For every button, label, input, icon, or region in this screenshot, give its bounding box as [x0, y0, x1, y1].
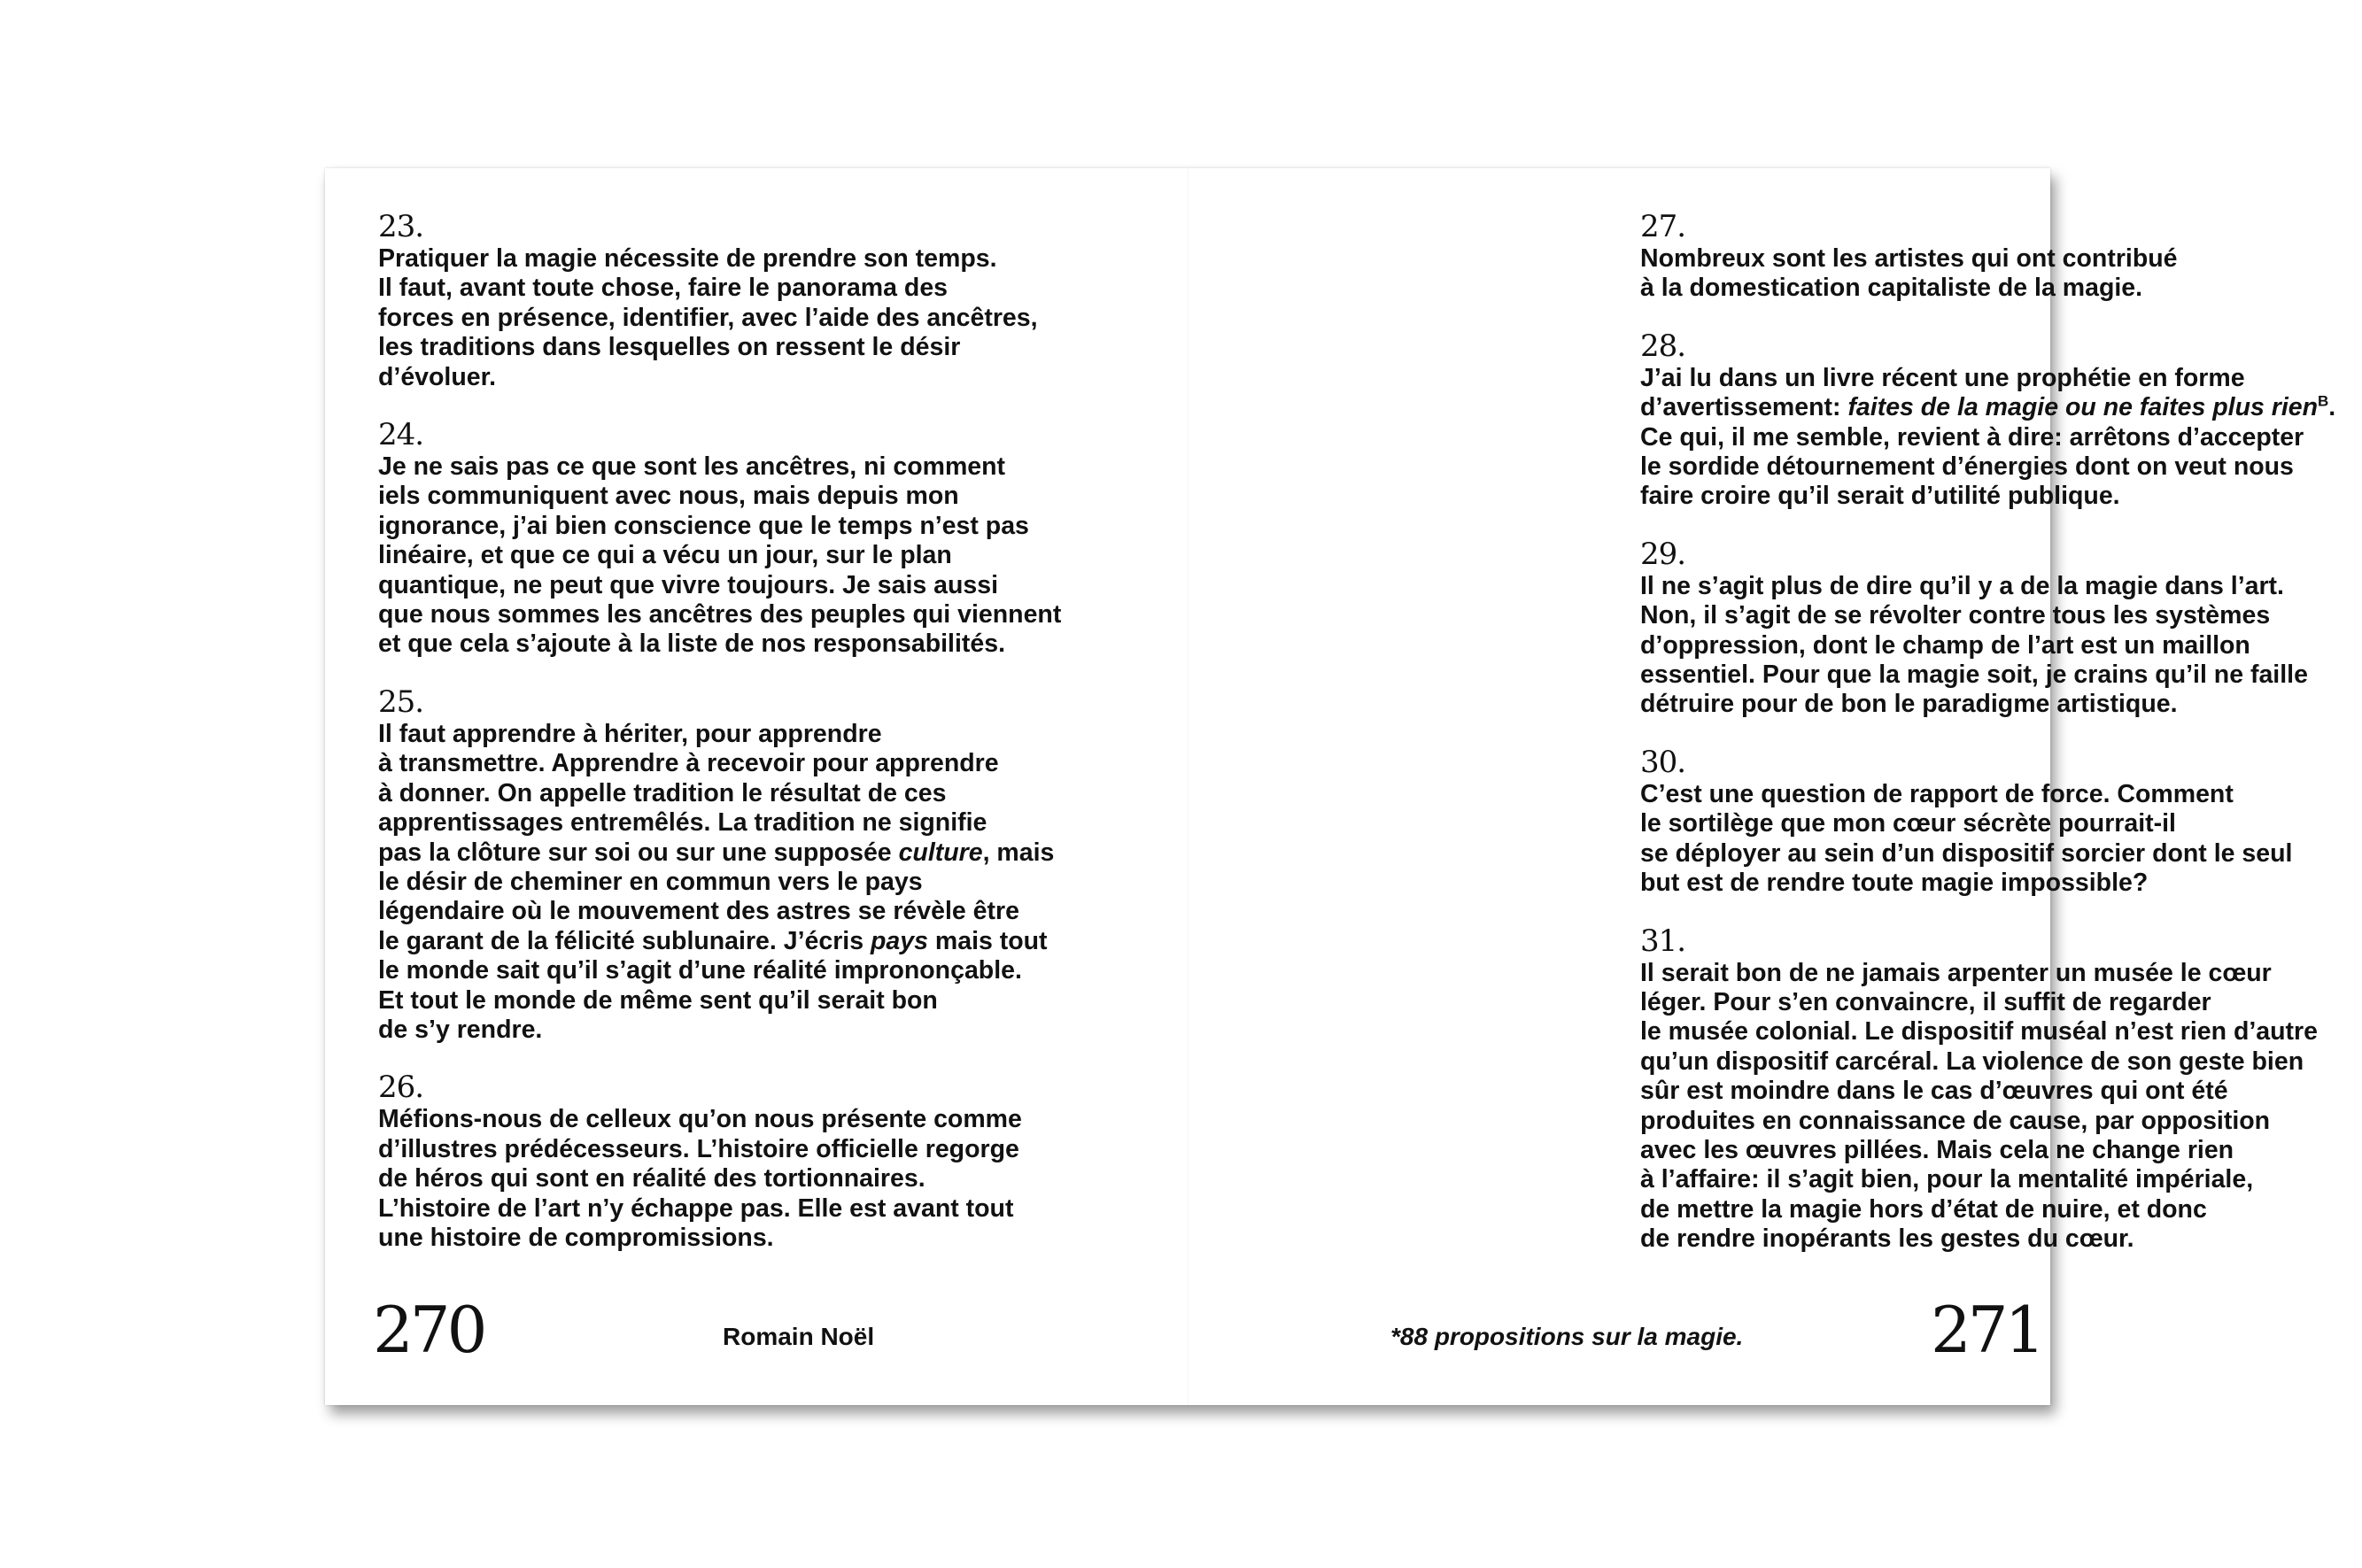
running-head-title: *88 propositions sur la magie.: [1390, 1323, 1744, 1350]
proposition-line: d’avertissement: faites de la magie ou ne faites plus rien$^B$.: [1640, 392, 2336, 422]
proposition-line: léger. Pour s’en convaincre, il suffit de regarder: [1640, 987, 2211, 1016]
proposition-line: iels communiquent avec nous, mais depuis mon: [378, 482, 959, 511]
proposition-number: 28.: [1640, 328, 1686, 364]
proposition-line: Méfions-nous de celleux qu’on nous présente comme: [378, 1105, 1022, 1134]
proposition-line: forces en présence, identifier, avec l’aide des ancêtres,: [378, 303, 1038, 332]
proposition-line: le garant de la félicité sublunaire. J’écris pays mais tout: [378, 926, 1048, 955]
proposition: [1640, 923, 2331, 1255]
book-spread: [325, 168, 2336, 1405]
proposition-line: détruire pour de bon le paradigme artistique.: [1640, 690, 2178, 719]
proposition-number: 25.: [378, 684, 424, 720]
proposition-line: que nous sommes les ancêtres des peuples qui viennent: [378, 600, 1062, 630]
proposition-line: Il faut apprendre à hériter, pour apprendre: [378, 719, 882, 748]
proposition-line: but est de rendre toute magie impossible?: [1640, 869, 2149, 898]
proposition-line: quantique, ne peut que vivre toujours. Je sais aussi: [378, 570, 999, 599]
proposition: [378, 417, 1087, 660]
proposition-line: faire croire qu’il serait d’utilité publique.: [1640, 482, 2120, 511]
proposition-line: avec les œuvres pillées. Mais cela ne change rien: [1640, 1135, 2234, 1164]
proposition-line: pas la clôture sur soi ou sur une supposée culture, mais: [378, 838, 1055, 867]
proposition: [1640, 537, 2331, 720]
proposition-number: 24.: [378, 417, 424, 453]
proposition-line: le monde sait qu’il s’agit d’une réalité imprononçable.: [378, 956, 1022, 985]
proposition-line: apprentissages entremêlés. La tradition ne signifie: [378, 808, 987, 838]
proposition-line: qu’un dispositif carcéral. La violence de son geste bien: [1640, 1047, 2304, 1076]
proposition: [378, 209, 1087, 392]
proposition-line: J’ai lu dans un livre récent une prophétie en forme: [1640, 363, 2245, 392]
proposition-line: à donner. On appelle tradition le résultat de ces: [378, 778, 947, 807]
proposition-line: Non, il s’agit de se révolter contre tous les systèmes: [1640, 601, 2271, 630]
proposition-line: Ce qui, il me semble, revient à dire: arrêtons d’accepter: [1640, 422, 2304, 452]
proposition-line: le désir de cheminer en commun vers le pays: [378, 867, 923, 896]
proposition-line: Je ne sais pas ce que sont les ancêtres, ni comment: [378, 452, 1006, 482]
proposition-line: C’est une question de rapport de force. Comment: [1640, 779, 2234, 808]
proposition-line: Pratiquer la magie nécessite de prendre son temps.: [378, 244, 997, 273]
proposition-number: 30.: [1640, 744, 1686, 780]
proposition-line: d’évoluer.: [378, 362, 497, 391]
page-number-right: 271: [1931, 1293, 2042, 1367]
proposition-line: L’histoire de l’art n’y échappe pas. Elle est avant tout: [378, 1193, 1014, 1223]
proposition-line: et que cela s’ajoute à la liste de nos responsabilités.: [378, 630, 1006, 659]
proposition-line: les traditions dans lesquelles on ressent le désir: [378, 333, 961, 362]
proposition-line: légendaire où le mouvement des astres se révèle être: [378, 897, 1019, 926]
proposition-line: à transmettre. Apprendre à recevoir pour apprendre: [378, 749, 999, 778]
proposition-line: de héros qui sont en réalité des tortionnaires.: [378, 1164, 925, 1193]
left-page-text: [378, 209, 1087, 1278]
page-number-left: 270: [373, 1293, 484, 1367]
right-page-text: [1640, 209, 2336, 1279]
running-head-author: Romain Noël: [723, 1323, 875, 1350]
proposition-line: d’oppression, dont le champ de l’art est un maillon: [1640, 630, 2250, 660]
proposition-line: de rendre inopérants les gestes du cœur.: [1640, 1224, 2134, 1254]
proposition-line: le sortilège que mon cœur sécrète pourrait-il: [1640, 809, 2176, 838]
proposition-number: 26.: [378, 1070, 424, 1106]
proposition-number: 23.: [378, 209, 424, 244]
proposition-line: se déployer au sein d’un dispositif sorcier dont le seul: [1640, 838, 2293, 868]
proposition-line: le sordide détournement d’énergies dont on veut nous: [1640, 452, 2294, 482]
proposition-line: de s’y rendre.: [378, 1015, 543, 1044]
proposition-line: linéaire, et que ce qui a vécu un jour, sur le plan: [378, 541, 952, 570]
proposition-line: produites en connaissance de cause, par opposition: [1640, 1106, 2271, 1135]
proposition: [378, 684, 1087, 1045]
proposition-line: essentiel. Pour que la magie soit, je crains qu’il ne faille: [1640, 660, 2308, 690]
right-page: [1189, 168, 2336, 1405]
proposition: [378, 1070, 1087, 1253]
proposition-line: ignorance, j’ai bien conscience que le temps n’est pas: [378, 511, 1029, 540]
proposition-line: Il faut, avant toute chose, faire le panorama des: [378, 274, 949, 303]
proposition-number: 27.: [1640, 209, 1686, 244]
proposition: [1640, 745, 2331, 899]
proposition: [1640, 328, 2336, 512]
proposition-line: une histoire de compromissions.: [378, 1223, 774, 1252]
proposition-number: 29.: [1640, 536, 1686, 572]
proposition-line: d’illustres prédécesseurs. L’histoire officielle regorge: [378, 1134, 1019, 1163]
proposition-line: Il serait bon de ne jamais arpenter un musée le cœur: [1640, 958, 2272, 987]
left-page: [325, 168, 1188, 1405]
proposition-line: à l’affaire: il s’agit bien, pour la mentalité impériale,: [1640, 1165, 2254, 1194]
proposition-line: le musée colonial. Le dispositif muséal n’est rien d’autre: [1640, 1017, 2318, 1047]
proposition-line: à la domestication capitaliste de la magie.: [1640, 274, 2143, 303]
proposition-line: Et tout le monde de même sent qu’il serait bon: [378, 985, 938, 1015]
proposition-line: de mettre la magie hors d’état de nuire, et donc: [1640, 1194, 2207, 1224]
proposition: [1640, 209, 2331, 304]
proposition-line: Nombreux sont les artistes qui ont contribué: [1640, 244, 2178, 273]
proposition-line: Il ne s’agit plus de dire qu’il y a de la magie dans l’art.: [1640, 571, 2284, 600]
proposition-number: 31.: [1640, 923, 1686, 959]
proposition-line: sûr est moindre dans le cas d’œuvres qui ont été: [1640, 1077, 2228, 1106]
